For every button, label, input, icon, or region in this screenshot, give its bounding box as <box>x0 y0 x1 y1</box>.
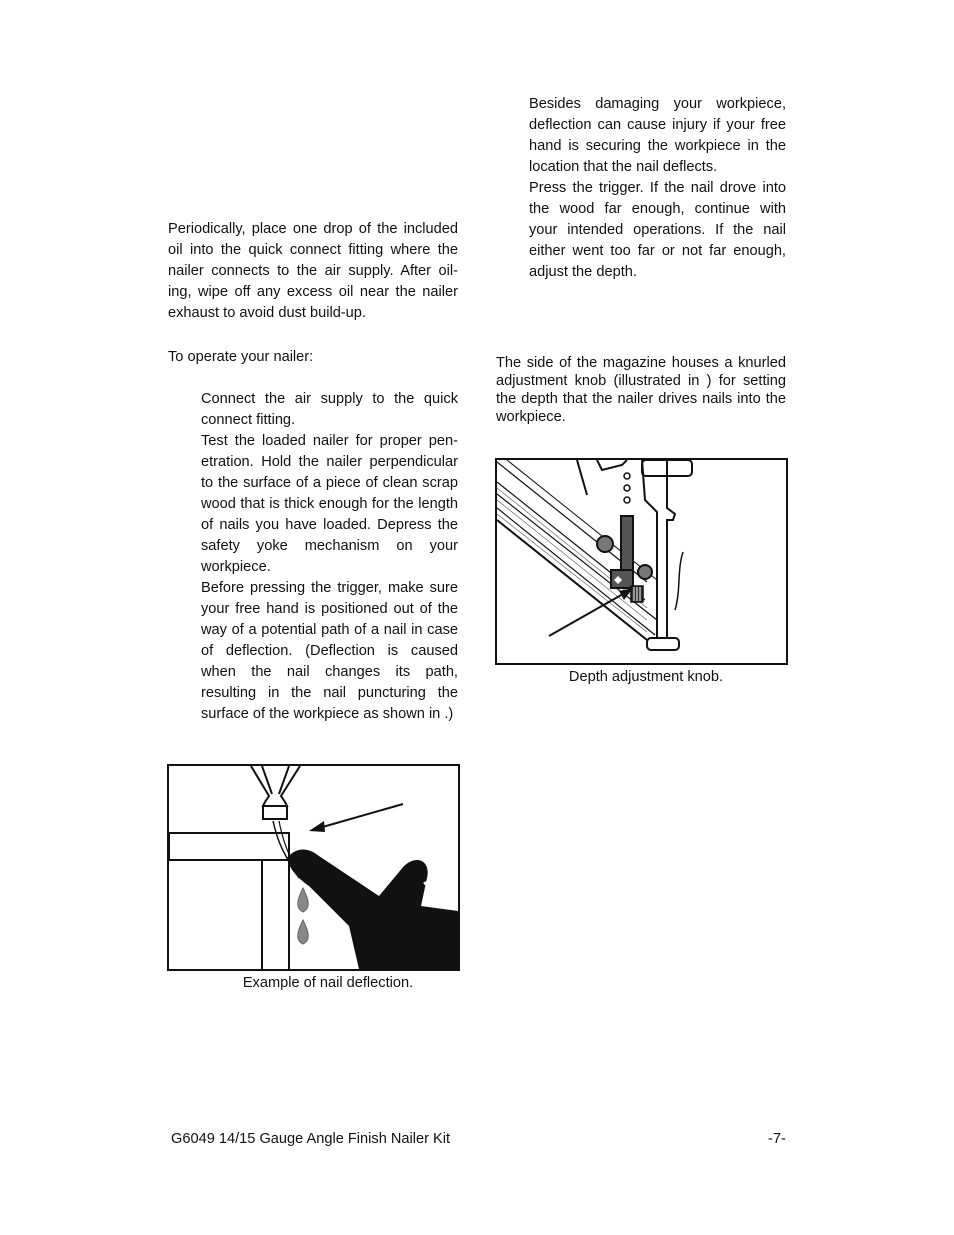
nail-deflection-illustration <box>169 766 458 969</box>
depth-adjustment-paragraph: The side of the magazine houses a knurled adjustment knob (illustrated in ) for setting the depth that the nailer drives nails into the workpiece. <box>496 355 786 425</box>
oiling-paragraph: Periodically, place one drop of the included oil into the quick connect fitting where the nailer connects to the air supply. After oil- ing, wipe off any excess oil near the nailer exhaust to avoid dust build-up. <box>168 221 458 321</box>
footer-title: G6049 14/15 Gauge Angle Finish Nailer Kit <box>171 1131 451 1147</box>
depth-knob-figure <box>495 458 788 665</box>
depth-knob-caption: Depth adjustment knob. <box>568 669 724 685</box>
step-hand-position: Before pressing the trigger, make sure your free hand is positioned out of the way of a potential path of a nail in case of deflection. (Deflection is caused when the nail changes its path, resulting in the nail puncturing the surface of the workpiece as shown in .) <box>201 580 458 722</box>
step-press-trigger: Press the trigger. If the nail drove into the wood far enough, continue with your intended operations. If the nail either went too far or not far enough, adjust the depth. <box>529 180 786 280</box>
nail-deflection-caption: Example of nail deflection. <box>242 975 414 991</box>
depth-knob-illustration <box>497 460 786 663</box>
step-connect-air: Connect the air supply to the quick connect fitting. <box>201 391 458 428</box>
step-test-penetration: Test the loaded nailer for proper pen- etration. Hold the nailer perpendicular to the surface of a piece of clean scrap wood that is thick enough for the length of nails you have loaded. Depress the safety yoke mechanism on your workpiece. <box>201 433 458 575</box>
nail-deflection-figure <box>167 764 460 971</box>
operate-intro: To operate your nailer: <box>168 349 314 365</box>
step-deflection-warning: Besides damaging your workpiece, deflection can cause injury if your free hand is securing the workpiece in the location that the nail deflects. <box>529 96 786 175</box>
page-number: -7- <box>768 1131 786 1147</box>
